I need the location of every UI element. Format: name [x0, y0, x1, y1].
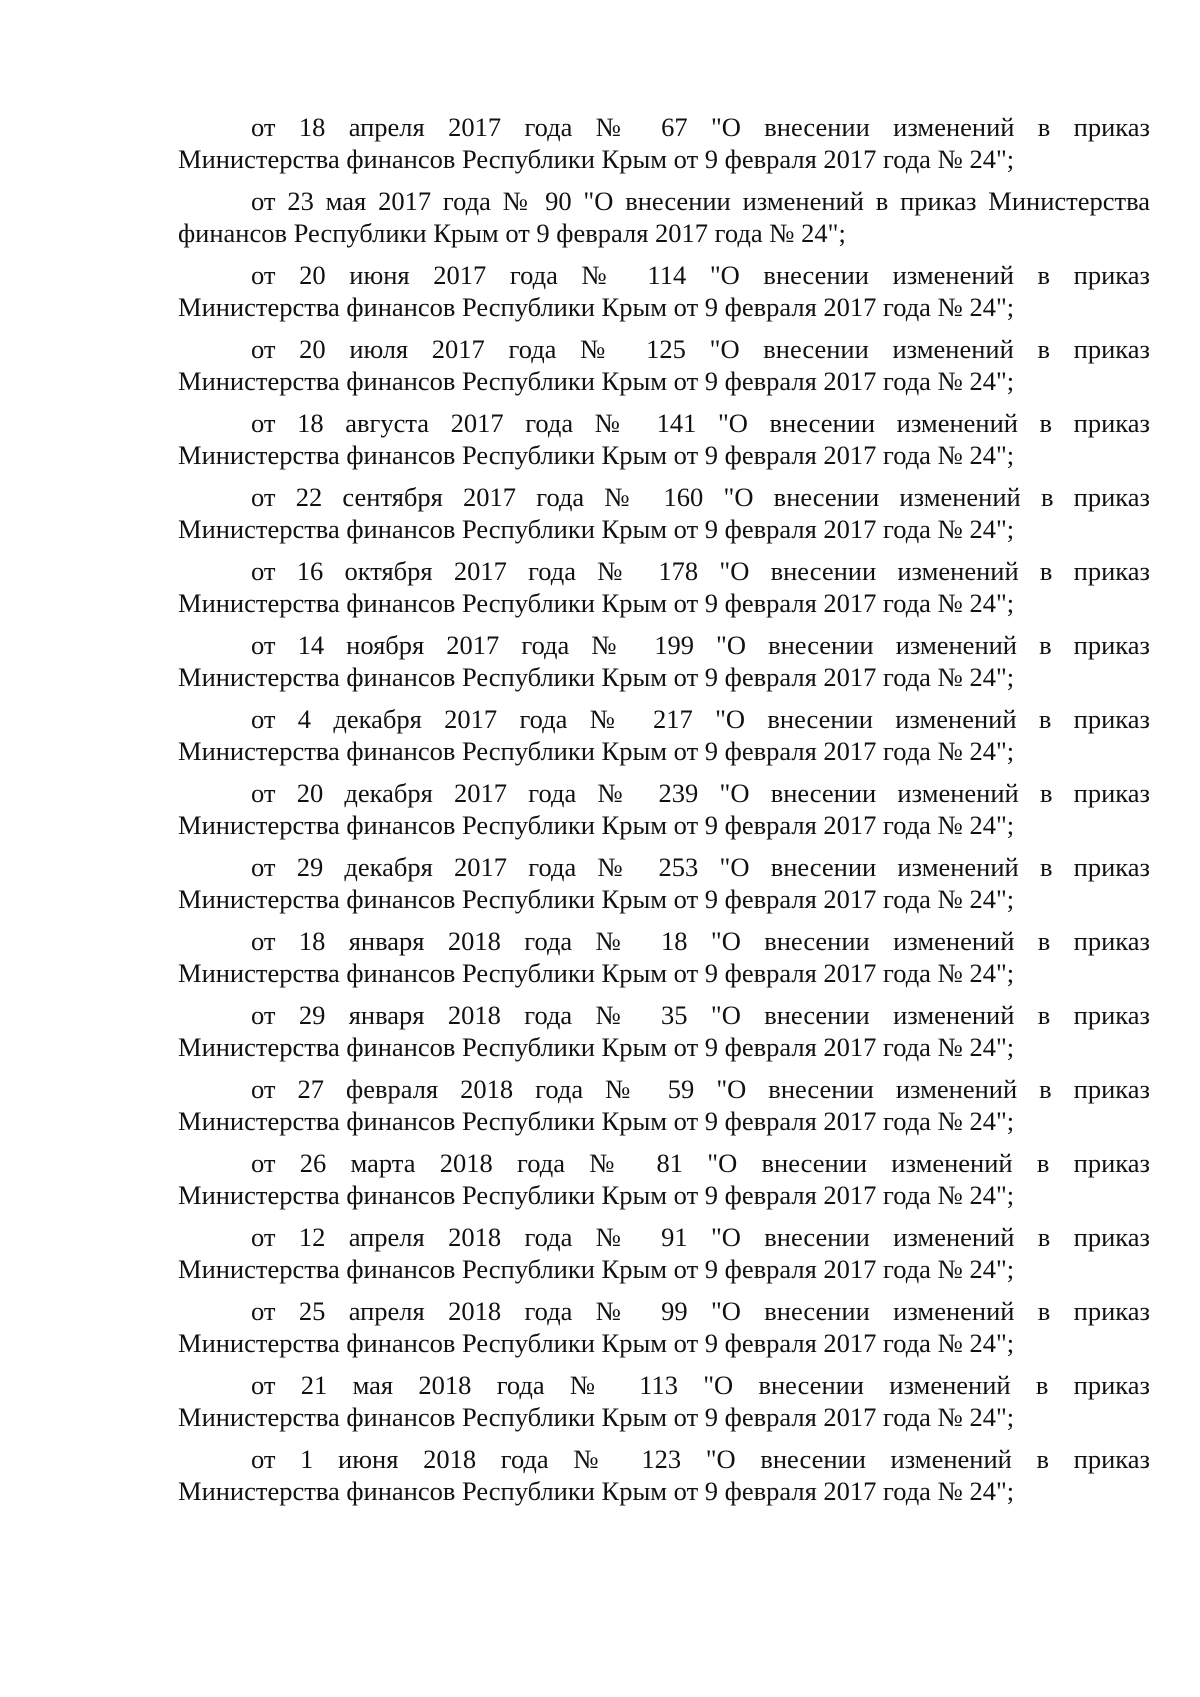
- amendment-paragraph: [178, 185, 1150, 249]
- amendment-paragraph: [178, 333, 1150, 397]
- paragraph-line-second: Министерства финансов Республики Крым от 9 февраля 2017 года № 24";: [178, 1180, 1015, 1210]
- paragraph-line-first: от 12 апреля 2018 года № 91 "О внесении изменений в приказ: [251, 1222, 1150, 1252]
- amendment-paragraph: [178, 1221, 1150, 1285]
- amendment-paragraph: [178, 1369, 1150, 1433]
- document-page: [178, 111, 1150, 1517]
- paragraph-line-second: Министерства финансов Республики Крым от 9 февраля 2017 года № 24";: [178, 958, 1015, 988]
- paragraph-line-first: от 21 мая 2018 года № 113 "О внесении изменений в приказ: [251, 1370, 1150, 1400]
- paragraph-line-second: Министерства финансов Республики Крым от 9 февраля 2017 года № 24";: [178, 588, 1015, 618]
- amendment-paragraph: [178, 1147, 1150, 1211]
- paragraph-line-first: от 29 декабря 2017 года № 253 "О внесении изменений в приказ: [251, 852, 1150, 882]
- paragraph-line-second: Министерства финансов Республики Крым от 9 февраля 2017 года № 24";: [178, 1032, 1015, 1062]
- paragraph-line-second: Министерства финансов Республики Крым от 9 февраля 2017 года № 24";: [178, 144, 1015, 174]
- amendment-paragraph: [178, 1443, 1150, 1507]
- paragraph-line-first: от 22 сентября 2017 года № 160 "О внесении изменений в приказ: [251, 482, 1150, 512]
- amendment-paragraph: [178, 259, 1150, 323]
- paragraph-line-second: Министерства финансов Республики Крым от 9 февраля 2017 года № 24";: [178, 736, 1015, 766]
- paragraph-line-second: Министерства финансов Республики Крым от 9 февраля 2017 года № 24";: [178, 810, 1015, 840]
- amendment-paragraph: [178, 999, 1150, 1063]
- paragraph-line-first: от 14 ноября 2017 года № 199 "О внесении изменений в приказ: [251, 630, 1150, 660]
- paragraph-line-first: от 4 декабря 2017 года № 217 "О внесении изменений в приказ: [251, 704, 1150, 734]
- paragraph-line-second: Министерства финансов Республики Крым от 9 февраля 2017 года № 24";: [178, 1476, 1015, 1506]
- paragraph-line-second: Министерства финансов Республики Крым от 9 февраля 2017 года № 24";: [178, 1328, 1015, 1358]
- amendment-paragraph: [178, 1295, 1150, 1359]
- amendment-paragraph: [178, 111, 1150, 175]
- amendment-paragraph: [178, 555, 1150, 619]
- amendment-paragraph: [178, 777, 1150, 841]
- amendment-paragraph: [178, 703, 1150, 767]
- amendment-paragraph: [178, 851, 1150, 915]
- paragraph-line-second: финансов Республики Крым от 9 февраля 2017 года № 24";: [178, 218, 846, 248]
- paragraph-line-first: от 20 июня 2017 года № 114 "О внесении изменений в приказ: [251, 260, 1150, 290]
- amendment-paragraph: [178, 629, 1150, 693]
- paragraph-line-first: от 18 августа 2017 года № 141 "О внесении изменений в приказ: [251, 408, 1150, 438]
- paragraph-line-first: от 20 декабря 2017 года № 239 "О внесении изменений в приказ: [251, 778, 1150, 808]
- paragraph-line-first: от 29 января 2018 года № 35 "О внесении изменений в приказ: [251, 1000, 1150, 1030]
- paragraph-line-first: от 18 января 2018 года № 18 "О внесении изменений в приказ: [251, 926, 1150, 956]
- paragraph-line-second: Министерства финансов Республики Крым от 9 февраля 2017 года № 24";: [178, 662, 1015, 692]
- paragraph-line-first: от 25 апреля 2018 года № 99 "О внесении изменений в приказ: [251, 1296, 1150, 1326]
- amendment-paragraph: [178, 481, 1150, 545]
- paragraph-line-first: от 16 октября 2017 года № 178 "О внесении изменений в приказ: [251, 556, 1150, 586]
- amendment-paragraph: [178, 1073, 1150, 1137]
- paragraph-line-first: от 26 марта 2018 года № 81 "О внесении изменений в приказ: [251, 1148, 1150, 1178]
- paragraph-line-second: Министерства финансов Республики Крым от 9 февраля 2017 года № 24";: [178, 514, 1015, 544]
- paragraph-line-first: от 1 июня 2018 года № 123 "О внесении изменений в приказ: [251, 1444, 1150, 1474]
- paragraph-line-second: Министерства финансов Республики Крым от 9 февраля 2017 года № 24";: [178, 440, 1015, 470]
- paragraph-line-first: от 27 февраля 2018 года № 59 "О внесении изменений в приказ: [251, 1074, 1150, 1104]
- amendment-paragraph: [178, 407, 1150, 471]
- paragraph-line-first: от 18 апреля 2017 года № 67 "О внесении изменений в приказ: [251, 112, 1150, 142]
- paragraph-line-first: от 23 мая 2017 года № 90 "О внесении изменений в приказ Министерства: [251, 186, 1150, 216]
- paragraph-line-second: Министерства финансов Республики Крым от 9 февраля 2017 года № 24";: [178, 1402, 1015, 1432]
- paragraph-line-second: Министерства финансов Республики Крым от 9 февраля 2017 года № 24";: [178, 366, 1015, 396]
- paragraph-line-second: Министерства финансов Республики Крым от 9 февраля 2017 года № 24";: [178, 884, 1015, 914]
- paragraph-line-second: Министерства финансов Республики Крым от 9 февраля 2017 года № 24";: [178, 1106, 1015, 1136]
- paragraph-line-second: Министерства финансов Республики Крым от 9 февраля 2017 года № 24";: [178, 1254, 1015, 1284]
- amendment-paragraph: [178, 925, 1150, 989]
- paragraph-line-first: от 20 июля 2017 года № 125 "О внесении изменений в приказ: [251, 334, 1150, 364]
- paragraph-line-second: Министерства финансов Республики Крым от 9 февраля 2017 года № 24";: [178, 292, 1015, 322]
